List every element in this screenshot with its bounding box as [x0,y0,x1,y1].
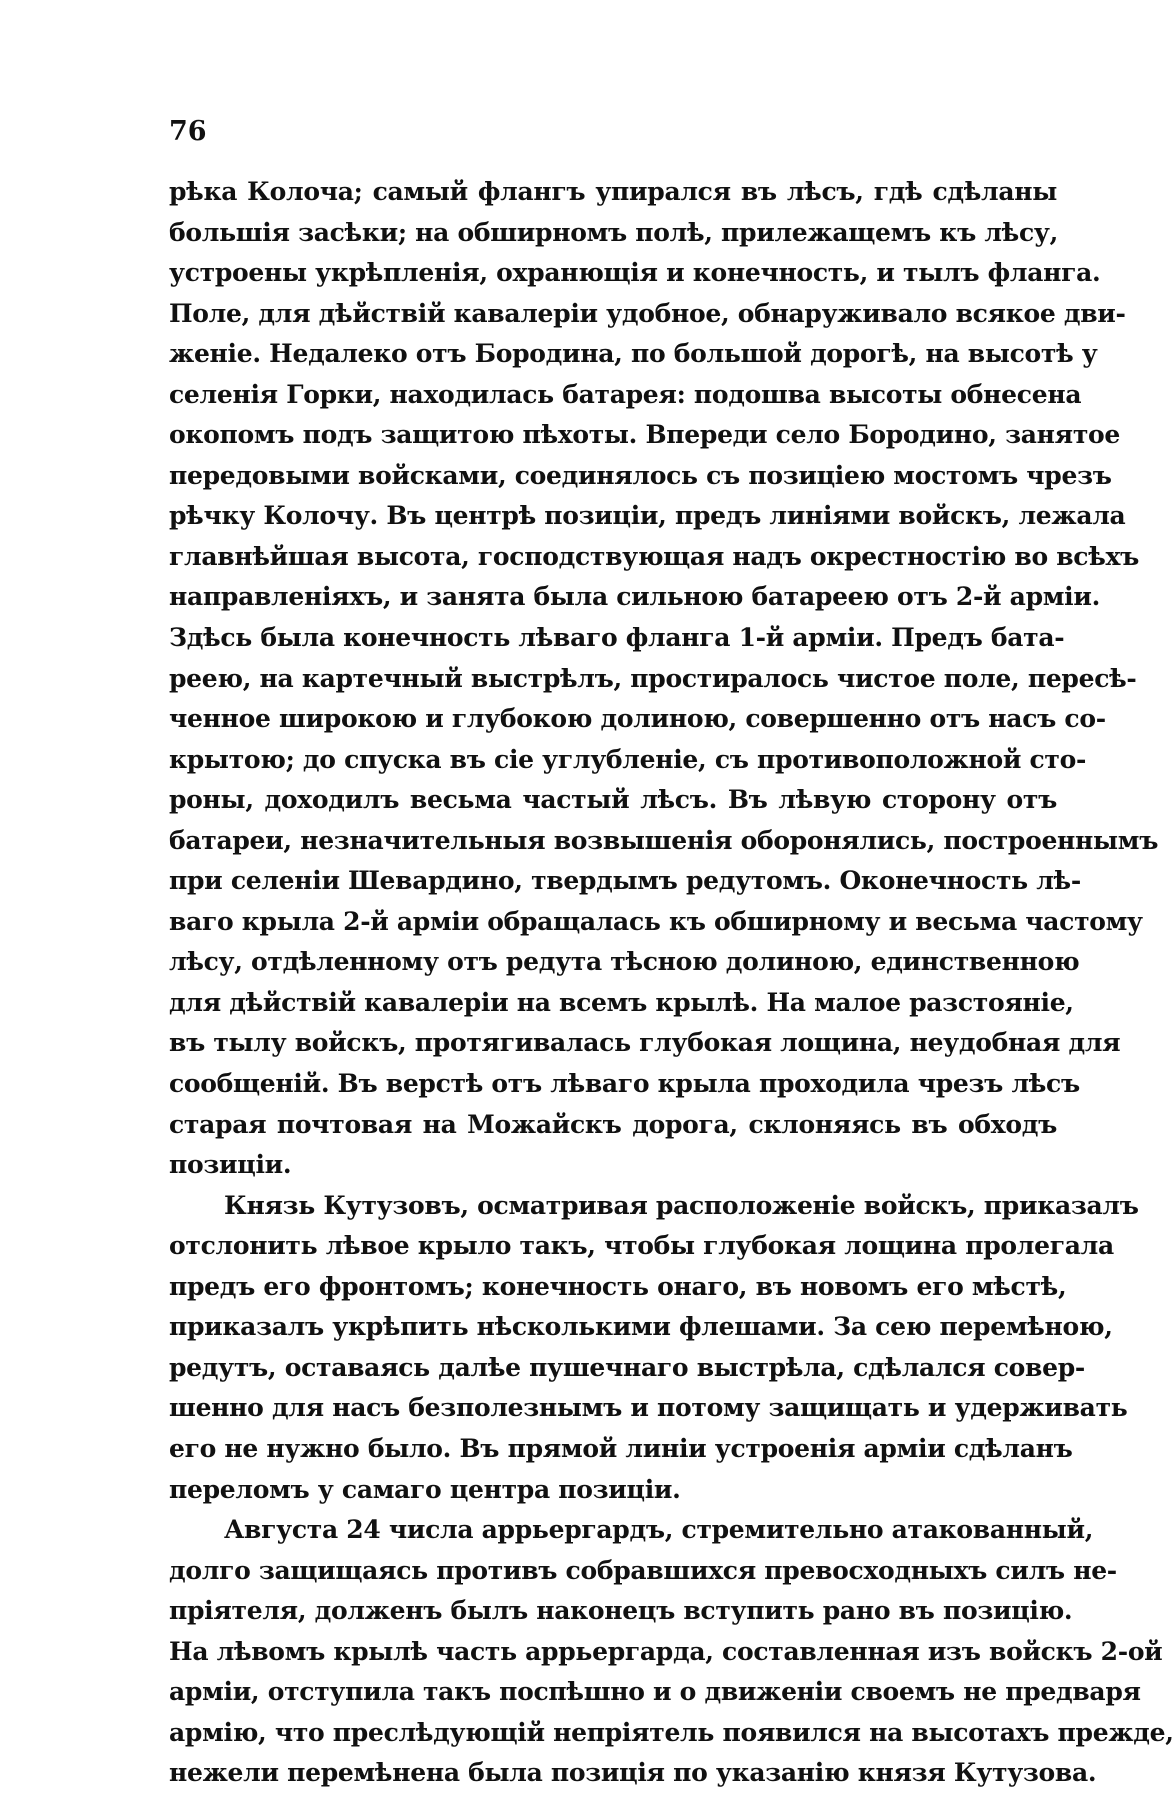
text-line: большія засѣки; на обширномъ полѣ, прилежащемъ къ лѣсу, [169,217,1058,247]
text-line: для дѣйствій кавалеріи на всемъ крылѣ. На малое разстояніе, [169,987,1074,1017]
text-line: Здѣсь была конечность лѣваго фланга 1-й арміи. Предъ бата- [169,623,1065,653]
text-line: пріятеля, долженъ былъ наконецъ вступить рано въ позицію. [169,1596,1073,1626]
text-line: батареи, незначительныя возвышенія оборонялись, построеннымъ [169,825,1159,855]
text-line: Поле, для дѣйствій кавалеріи удобное, обнаруживало всякое дви- [169,298,1126,328]
text-line: нежели перемѣнена была позиція по указанію князя Кутузова. [169,1758,1097,1788]
text-line: женіе. Недалеко отъ Бородина, по большой дорогѣ, на высотѣ у [169,339,1098,369]
text-line: въ тылу войскъ, протягивалась глубокая лощина, неудобная для [169,1028,1121,1058]
text-line: арміи, отступила такъ поспѣшно и о движеніи своемъ не предваря [169,1677,1141,1707]
text-line: ченное широкою и глубокою долиною, совершенно отъ насъ со- [169,704,1106,734]
text-line: селенія Горки, находилась батарея: подошва высоты обнесена [169,379,1082,409]
text-line: предъ его фронтомъ; конечность онаго, въ новомъ его мѣстѣ, [169,1271,1067,1301]
text-line: редутъ, оставаясь далѣе пушечнаго выстрѣла, сдѣлался совер- [169,1352,1085,1382]
text-line: передовыми войсками, соединялось съ позиціею мостомъ чрезъ [169,460,1112,490]
paragraph-end-line: позиціи. [169,1150,292,1180]
text-line: роны, доходилъ весьма частый лѣсъ. Въ лѣвую сторону отъ [169,785,1057,815]
paragraph-start-line: Князь Кутузовъ, осматривая расположеніе войскъ, приказалъ [224,1190,1139,1220]
text-line: его не нужно было. Въ прямой линіи устроенія арміи сдѣланъ [169,1433,1073,1463]
text-line: шенно для насъ безполезнымъ и потому защищать и удерживать [169,1393,1128,1423]
text-line: направленіяхъ, и занята была сильною батареею отъ 2-й арміи. [169,582,1101,612]
text-line: сообщеній. Въ верстѣ отъ лѣваго крыла проходила чрезъ лѣсъ [169,1069,1080,1099]
paragraph-end-line: переломъ у самаго центра позиціи. [169,1474,681,1504]
text-line: главнѣйшая высота, господствующая надъ окрестностію во всѣхъ [169,541,1139,571]
text-line: окопомъ подъ защитою пѣхоты. Впереди село Бородино, занятое [169,420,1120,450]
text-line: рѣка Колоча; самый флангъ упирался въ лѣсъ, гдѣ сдѣланы [169,177,1057,206]
text-line: армію, что преслѣдующій непріятель появился на высотахъ прежде, [169,1717,1174,1747]
text-line: старая почтовая на Можайскъ дорога, склоняясь въ обходъ [169,1109,1057,1139]
text-line: крытою; до спуска въ сіе углубленіе, съ противоположной сто- [169,744,1087,774]
paragraph-start-line: Августа 24 числа аррьергардъ, стремительно атакованный, [224,1515,1094,1545]
text-line: ваго крыла 2-й арміи обращалась къ обширному и весьма частому [169,906,1143,936]
body-text [169,172,1174,1794]
text-line: устроены укрѣпленія, охранющія и конечность, и тылъ фланга. [169,258,1101,288]
text-line: при селеніи Шевардино, твердымъ редутомъ. Оконечность лѣ- [169,866,1081,896]
text-line: лѣсу, отдѣленному отъ редута тѣсною долиною, единственною [169,947,1080,977]
text-line: приказалъ укрѣпить нѣсколькими флешами. За сею перемѣною, [169,1312,1113,1342]
text-line: отслонить лѣвое крыло такъ, чтобы глубокая лощина пролегала [169,1231,1114,1261]
text-line: рѣчку Колочу. Въ центрѣ позиціи, предъ линіями войскъ, лежала [169,501,1126,531]
text-line: долго защищаясь противъ собравшихся превосходныхъ силъ не- [169,1555,1117,1585]
text-line: реею, на картечный выстрѣлъ, простиралось чистое поле, пересѣ- [169,663,1137,693]
text-line: На лѣвомъ крылѣ часть аррьергарда, составленная изъ войскъ 2-ой [169,1636,1163,1666]
page-number: 76 [169,116,207,147]
